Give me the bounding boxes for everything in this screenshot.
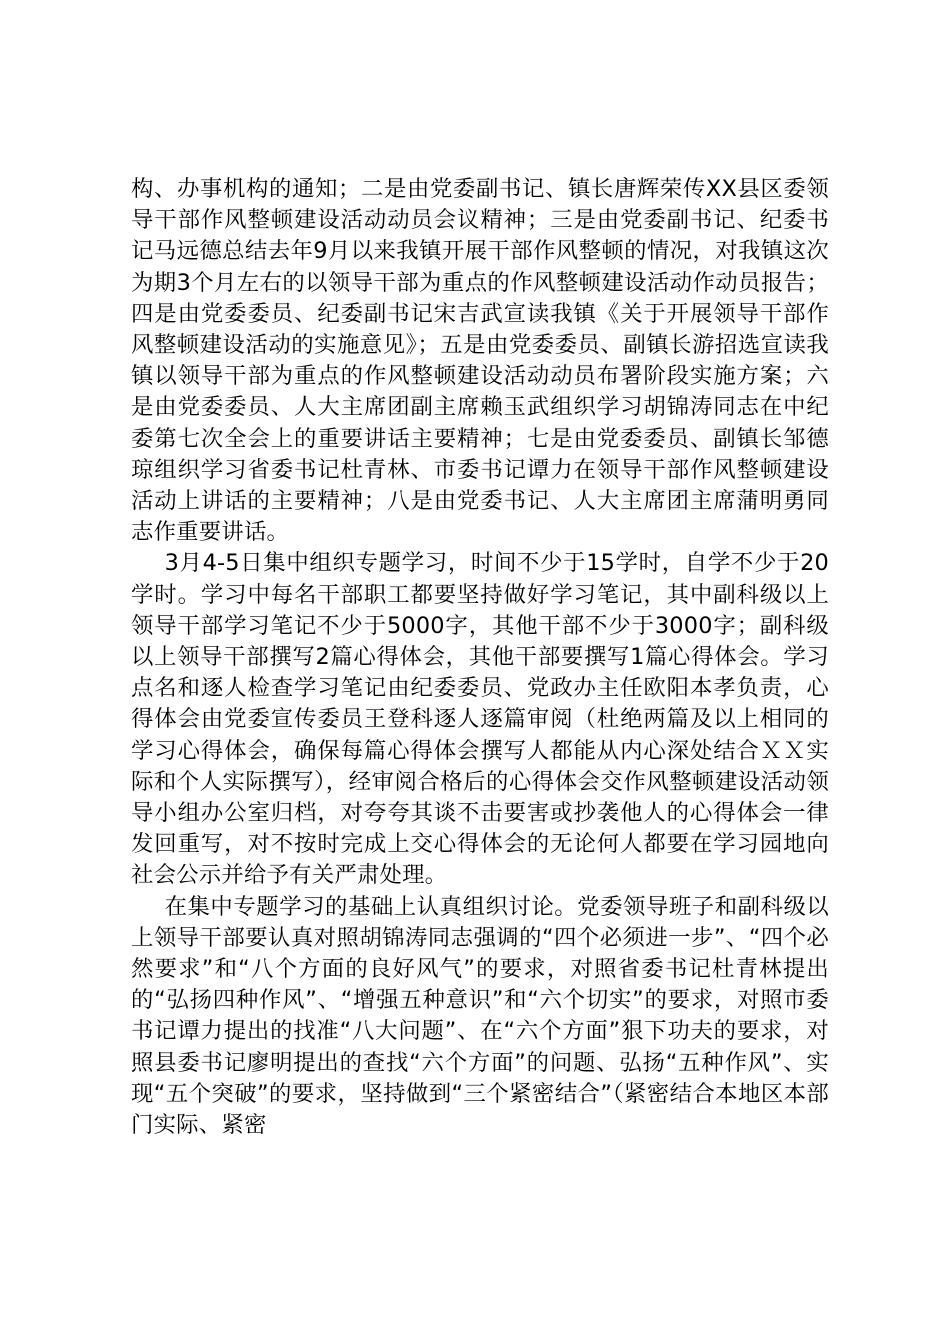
document-body — [131, 174, 829, 1141]
paragraph-meeting-agenda: 构、办事机构的通知；二是由党委副书记、镇长唐辉荣传XX县区委领导干部作风整顿建设活动动员会议精神；三是由党委副书记、纪委书记马远德总结去年9月以来我镇开展干部作风整顿的情况，对我镇这次为期3个月左右的以领导干部为重点的作风整顿建设活动作动员报告；四是由党委委员、纪委副书记宋吉武宣读我镇《关于开展领导干部作风整顿建设活动的实施意见》；五是由党委委员、副镇长游招选宣读我镇以领导干部为重点的作风整顿建设活动动员布署阶段实施方案；六是由党委委员、人大主席团副主席赖玉武组织学习胡锦涛同志在中纪委第七次全会上的重要讲话主要精神；七是由党委委员、副镇长邹德琼组织学习省委书记杜青林、市委书记谭力在领导干部作风整顿建设活动上讲话的主要精神；八是由党委书记、人大主席团主席蒲明勇同志作重要讲话。 — [131, 176, 829, 546]
paragraph-discussion: 在集中专题学习的基础上认真组织讨论。党委领导班子和副科级以上领导干部要认真对照胡锦涛同志强调的“四个必须进一步”、“四个必然要求”和“八个方面的良好风气”的要求，对照省委书记杜青林提出的“弘扬四种作风”、“增强五种意识”和“六个切实”的要求，对照市委书记谭力提出的找准“八大问题”、在“六个方面”狠下功夫的要求，对照县委书记廖明提出的查找“六个方面”的问题、弘扬“五种作风”、实现“五个突破”的要求，坚持做到“三个紧密结合”（紧密结合本地区本部门实际、紧密 — [131, 893, 829, 1139]
paragraph-study-requirements: 3月4-5日集中组织专题学习，时间不少于15学时，自学不少于20学时。学习中每名干部职工都要坚持做好学习笔记，其中副科级以上领导干部学习笔记不少于5000字，其他干部不少于3000字；副科级以上领导干部撰写2篇心得体会，其他干部要撰写1篇心得体会。学习点名和逐人检查学习笔记由纪委委员、党政办主任欧阳本孝负责，心得体会由党委宣传委员王登科逐人逐篇审阅（杜绝两篇及以上相同的学习心得体会，确保每篇心得体会撰写人都能从内心深处结合ＸＸ实际和个人实际撰写），经审阅合格后的心得体会交作风整顿建设活动领导小组办公室归档，对夸夸其谈不击要害或抄袭他人的心得体会一律发回重写，对不按时完成上交心得体会的无论何人都要在学习园地向社会公示并给予有关严肃处理。 — [131, 550, 829, 889]
